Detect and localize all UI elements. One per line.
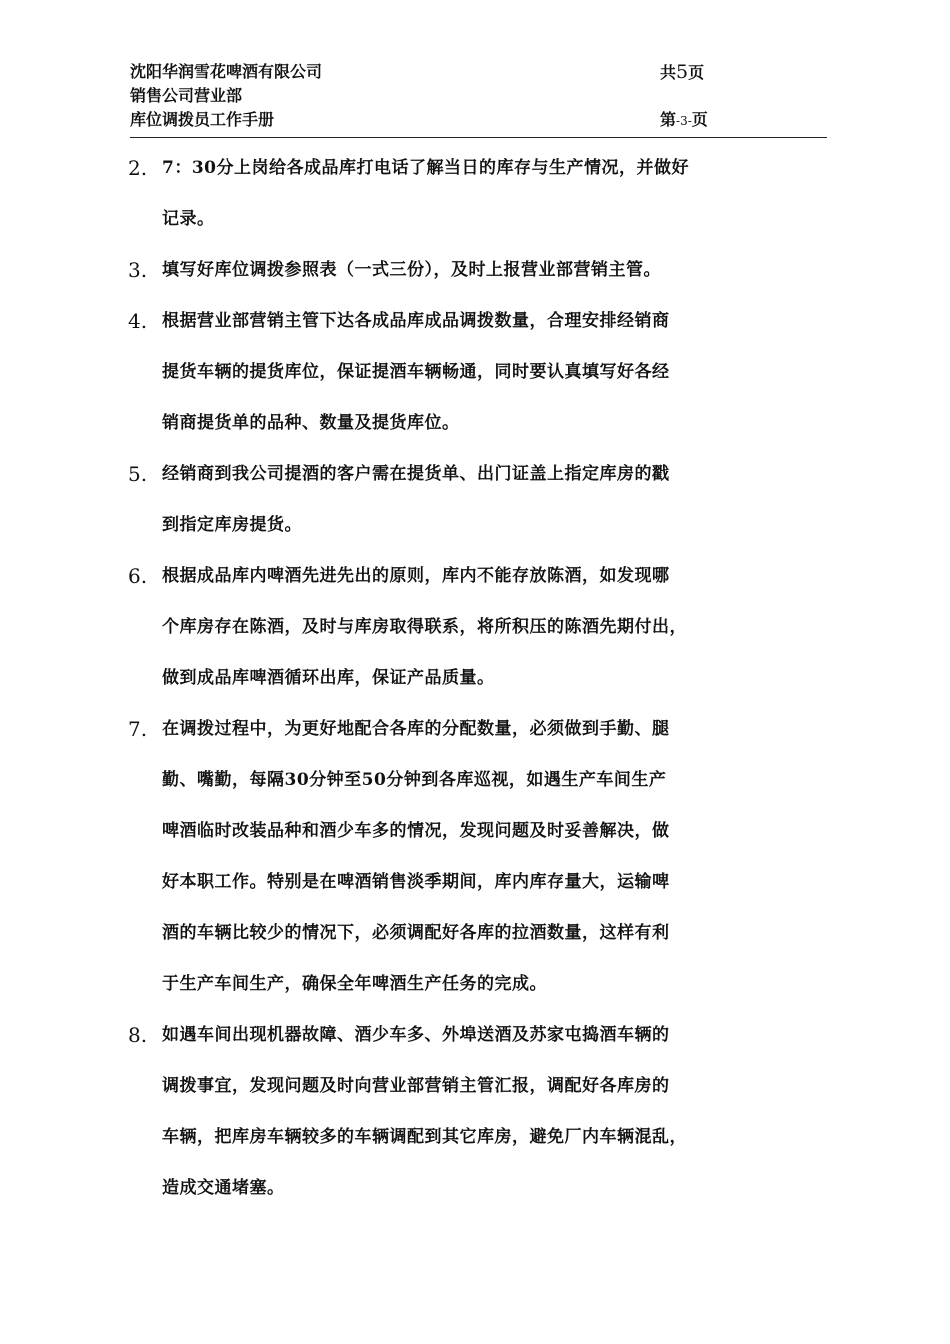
item-line: 根据营业部营销主管下达各成品库成品调拨数量，合理安排经销商 [162,311,670,331]
department-name: 销售公司营业部 [130,86,243,105]
item-line: 个库房存在陈酒，及时与库房取得联系，将所积压的陈酒先期付出， [162,617,687,637]
total-pages-number: 5 [676,61,689,83]
item-number: 3. [128,258,148,282]
item-line: 调拨事宜，发现问题及时向营业部营销主管汇报，调配好各库房的 [162,1076,670,1096]
item-line: 到指定库房提货。 [162,515,302,535]
item-line: 好本职工作。特别是在啤酒销售淡季期间，库内库存量大，运输啤 [162,872,670,892]
page-number-value: -3- [676,114,692,128]
list-item [128,1010,828,1214]
item-line: 勤、嘴勤，每隔30分钟至50分钟到各库巡视，如遇生产车间生产 [162,770,667,790]
header-divider [130,137,827,138]
page-suffix: 页 [691,110,708,129]
duty-list [128,143,828,1214]
page-number [660,108,708,133]
item-number: 6. [128,564,148,588]
item-number: 2. [128,156,148,180]
list-item [128,296,828,449]
item-number: 7. [128,717,148,741]
item-line: 经销商到我公司提酒的客户需在提货单、出门证盖上指定库房的戳 [162,464,670,484]
item-line: 啤酒临时改装品种和酒少车多的情况，发现问题及时妥善解决，做 [162,821,670,841]
item-line: 做到成品库啤酒循环出库，保证产品质量。 [162,668,495,688]
page-prefix: 第 [660,110,677,129]
item-line: 在调拨过程中，为更好地配合各库的分配数量，必须做到手勤、腿 [162,719,670,739]
item-number: 5. [128,462,148,486]
list-item [128,449,828,551]
item-line: 根据成品库内啤酒先进先出的原则，库内不能存放陈酒，如发现哪 [162,566,670,586]
total-pages [660,60,704,85]
item-line: 填写好库位调拨参照表（一式三份），及时上报营业部营销主管。 [162,260,661,280]
list-item [128,143,828,245]
item-line: 提货车辆的提货库位，保证提酒车辆畅通，同时要认真填写好各经 [162,362,670,382]
header-row-2 [130,84,830,108]
item-line: 7：30分上岗给各成品库打电话了解当日的库存与生产情况，并做好 [162,158,689,178]
list-item [128,551,828,704]
item-number: 4. [128,309,148,333]
total-pages-suffix: 页 [688,63,705,82]
header-row-3 [130,108,830,132]
item-line: 如遇车间出现机器故障、酒少车多、外埠送酒及苏家屯捣酒车辆的 [162,1025,670,1045]
item-line: 车辆，把库房车辆较多的车辆调配到其它库房，避免厂内车辆混乱， [162,1127,687,1147]
list-item [128,704,828,1010]
manual-title: 库位调拨员工作手册 [130,110,275,129]
header-row-1 [130,60,830,84]
item-line: 酒的车辆比较少的情况下，必须调配好各库的拉酒数量，这样有利 [162,923,670,943]
item-number: 8. [128,1023,148,1047]
total-pages-prefix: 共 [660,63,677,82]
page-header [130,60,830,132]
list-item [128,245,828,296]
item-line: 于生产车间生产，确保全年啤酒生产任务的完成。 [162,974,547,994]
item-line: 造成交通堵塞。 [162,1178,285,1198]
company-name: 沈阳华润雪花啤酒有限公司 [130,62,323,81]
item-line: 销商提货单的品种、数量及提货库位。 [162,413,460,433]
item-line: 记录。 [162,209,215,229]
